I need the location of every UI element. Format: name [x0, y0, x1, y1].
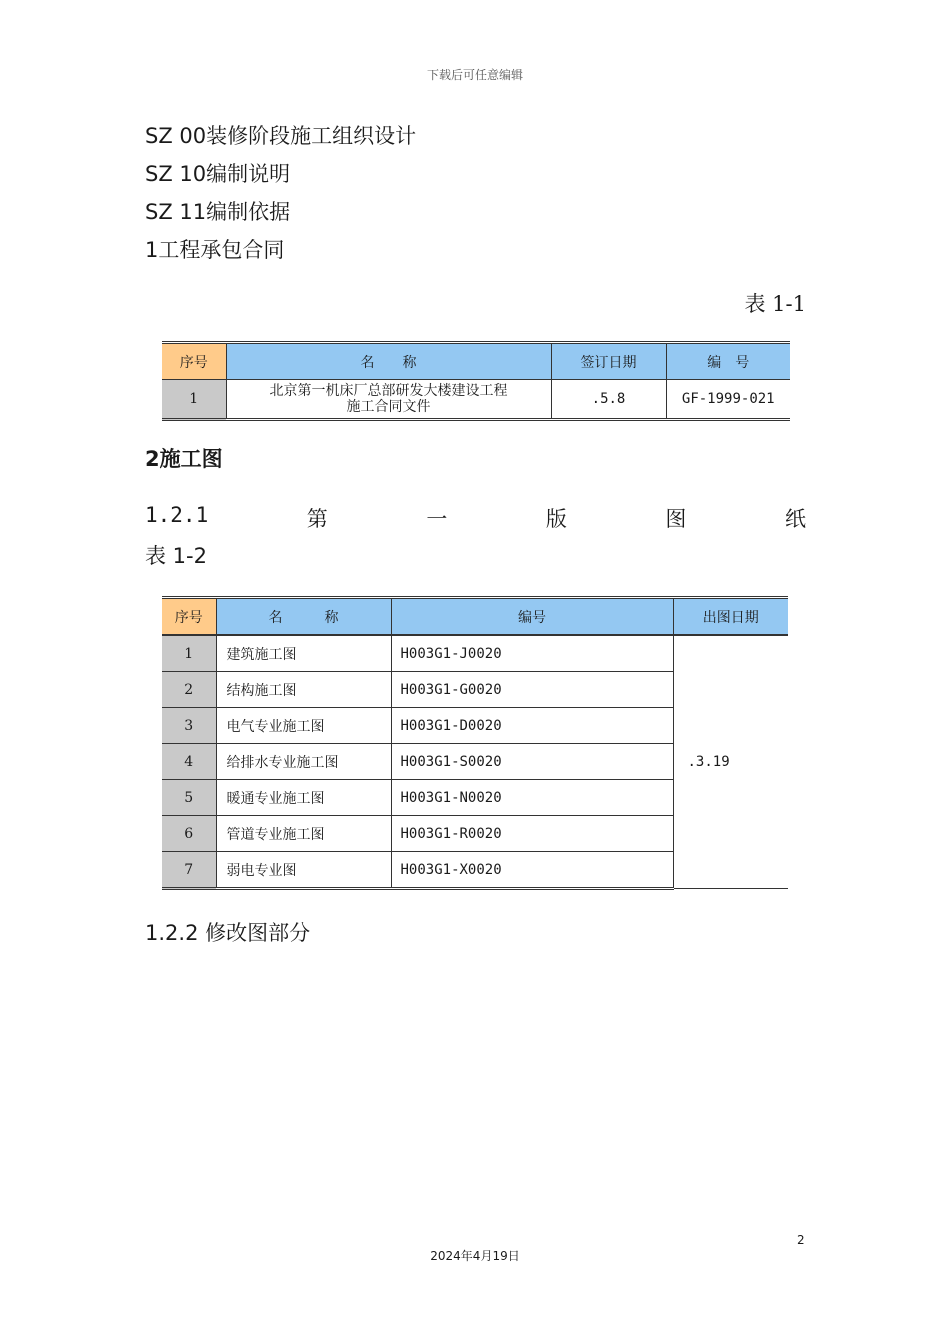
section-heading-drawings: 2施工图	[145, 447, 223, 471]
cell-name: 暖通专业施工图	[216, 780, 391, 816]
cell-name-line2: 施工合同文件	[346, 399, 431, 415]
cell-name: 给排水专业施工图	[216, 744, 391, 780]
table1-caption: 表 1-1	[744, 292, 806, 316]
subsection-121-number: 1.2.1	[145, 503, 209, 527]
cell-code: H003G1-S0020	[391, 744, 673, 780]
table-header-row	[162, 343, 790, 380]
col-header-sign-date: 签订日期	[551, 343, 666, 380]
cell-index: 4	[162, 744, 216, 780]
cell-index: 2	[162, 672, 216, 708]
cell-code: GF-1999-021	[666, 380, 790, 420]
table-row	[162, 380, 790, 420]
col-header-name: 名 称	[226, 343, 551, 380]
col-header-index: 序号	[162, 343, 226, 380]
heading-sz10: SZ 10编制说明	[145, 162, 291, 186]
cell-code: H003G1-X0020	[391, 852, 673, 889]
cell-name: 弱电专业图	[216, 852, 391, 889]
subsection-121-char: 版	[545, 507, 567, 531]
subsection-122: 1.2.2 修改图部分	[145, 921, 311, 945]
subsection-121	[145, 503, 806, 533]
col-header-index: 序号	[162, 598, 216, 636]
cell-name-line1: 北京第一机床厂总部研发大楼建设工程	[269, 383, 508, 399]
cell-code: H003G1-N0020	[391, 780, 673, 816]
cell-issue-date: .3.19	[673, 635, 788, 889]
page-number: 2	[797, 1233, 805, 1247]
page-footer-date: 2024年4月19日	[430, 1249, 520, 1263]
page-header: 下载后可任意编辑	[426, 68, 523, 82]
cell-index: 6	[162, 816, 216, 852]
heading-sz00: SZ 00装修阶段施工组织设计	[145, 124, 417, 148]
cell-code: H003G1-J0020	[391, 635, 673, 672]
cell-sign-date: .5.8	[551, 380, 666, 420]
contract-table	[162, 341, 790, 421]
col-header-name: 名 称	[216, 598, 391, 636]
heading-sz11: SZ 11编制依据	[145, 200, 291, 224]
subsection-121-char: 第	[306, 507, 328, 531]
cell-name: 建筑施工图	[216, 635, 391, 672]
cell-name: 管道专业施工图	[216, 816, 391, 852]
cell-index: 3	[162, 708, 216, 744]
subsection-121-char: 纸	[784, 507, 806, 531]
cell-name: 结构施工图	[216, 672, 391, 708]
col-header-code: 编号	[391, 598, 673, 636]
table2-caption: 表 1-2	[145, 544, 207, 568]
cell-code: H003G1-G0020	[391, 672, 673, 708]
col-header-code: 编 号	[666, 343, 790, 380]
cell-index: 7	[162, 852, 216, 889]
heading-contract: 1工程承包合同	[145, 238, 285, 262]
subsection-121-char: 图	[665, 507, 687, 531]
cell-name: 电气专业施工图	[216, 708, 391, 744]
cell-index: 5	[162, 780, 216, 816]
table-row	[162, 635, 788, 672]
cell-code: H003G1-R0020	[391, 816, 673, 852]
table-header-row	[162, 598, 788, 636]
cell-index: 1	[162, 635, 216, 672]
col-header-issue-date: 出图日期	[673, 598, 788, 636]
cell-index: 1	[162, 380, 226, 420]
cell-name	[226, 380, 551, 420]
drawings-table	[162, 596, 788, 890]
cell-code: H003G1-D0020	[391, 708, 673, 744]
subsection-121-char: 一	[426, 507, 448, 531]
